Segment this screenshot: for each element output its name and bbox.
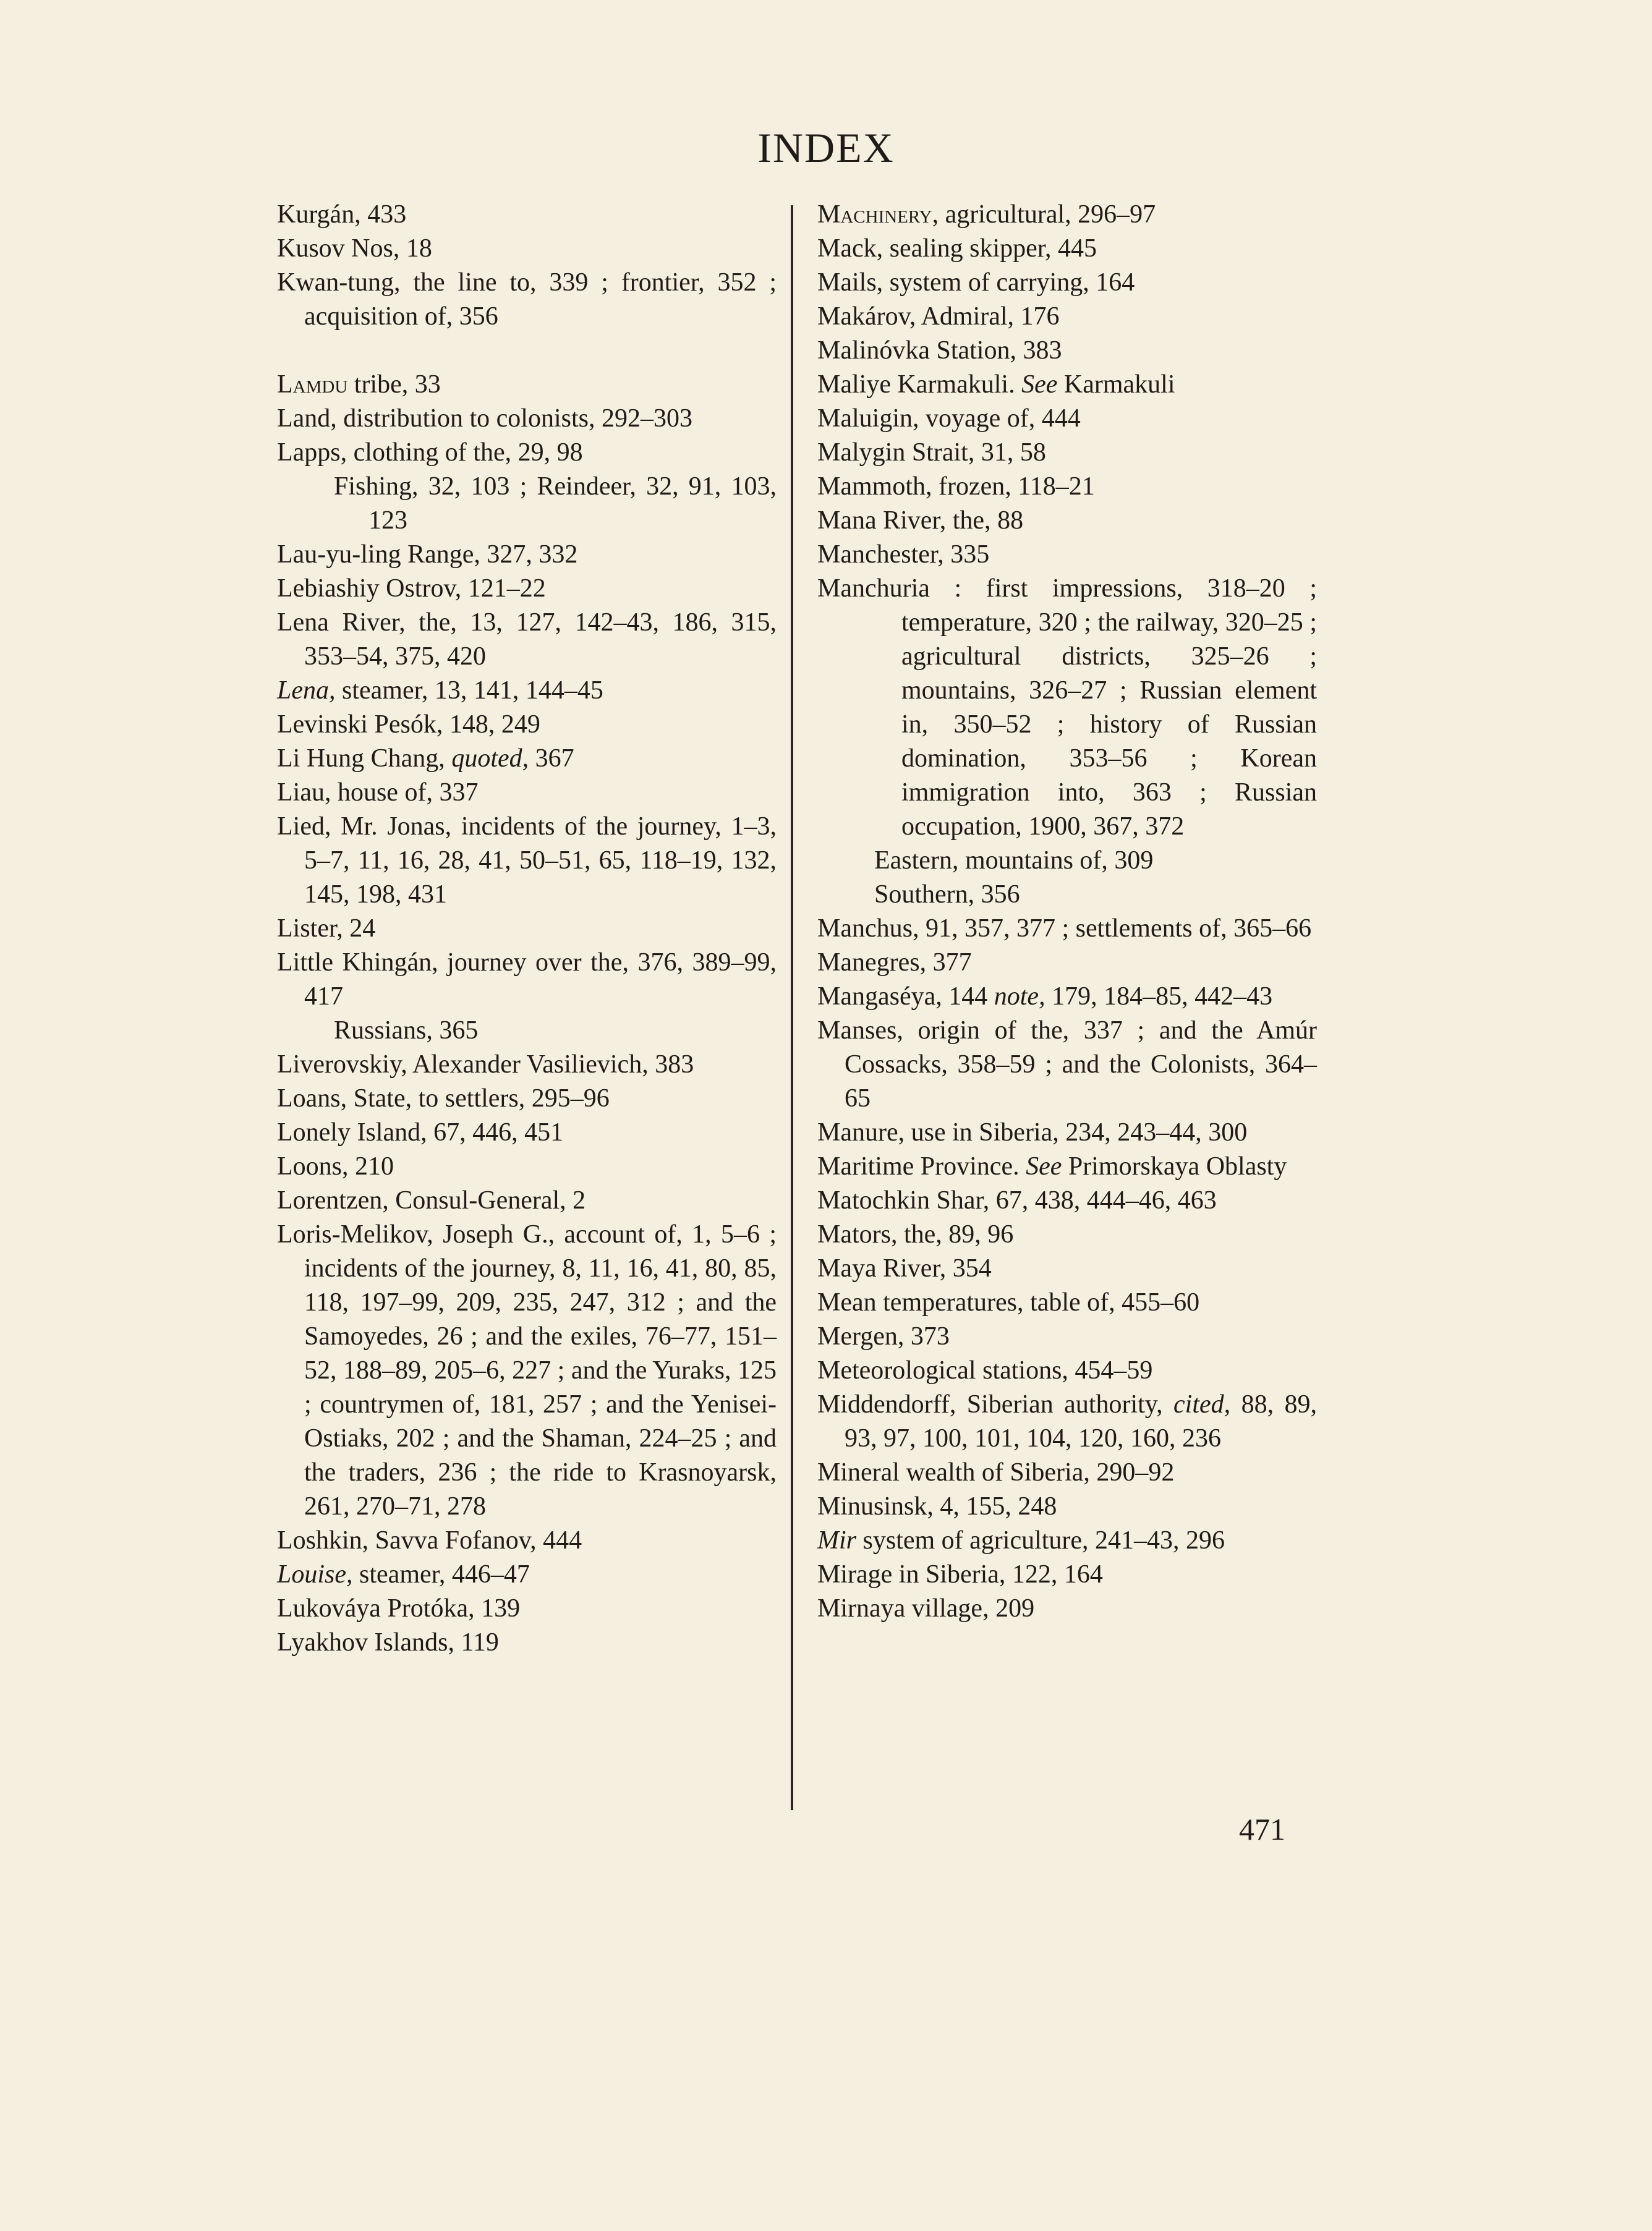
index-entry (817, 1252, 1317, 1286)
entry-text: Lied, Mr. Jonas, incidents of the journey, 1–3, 5–7, 11, 16, 28, 41, 50–51, 65, 118–19, 132, 145, 198, 431 (277, 812, 777, 909)
entry-italic: Lena, (277, 676, 336, 705)
entry-italic: quoted, (451, 744, 529, 773)
entry-text: Southern, 356 (874, 880, 1020, 909)
entry-text: Matochkin Shar, 67, 438, 444–46, 463 (817, 1186, 1217, 1215)
entry-text: Maya River, 354 (817, 1254, 992, 1283)
entry-text: Mack, sealing skipper, 445 (817, 234, 1097, 263)
entry-text: Primorskaya Oblasty (1062, 1152, 1287, 1181)
index-entry (817, 1388, 1317, 1456)
entry-text: Minusinsk, 4, 155, 248 (817, 1492, 1057, 1521)
entry-text: Loshkin, Savva Fofanov, 444 (277, 1526, 582, 1555)
entry-text: Mana River, the, 88 (817, 506, 1024, 535)
index-entry (817, 1218, 1317, 1252)
entry-text: Lena River, the, 13, 127, 142–43, 186, 315, 353–54, 375, 420 (277, 608, 777, 671)
index-entry (277, 368, 777, 402)
index-entry (277, 266, 777, 334)
entry-text: Malygin Strait, 31, 58 (817, 438, 1046, 467)
index-entry (277, 912, 777, 946)
entry-text: Fishing, 32, 103 ; Reindeer, 32, 91, 103, 123 (334, 472, 777, 535)
index-entry (817, 844, 1317, 878)
entry-text: Maluigin, voyage of, 444 (817, 404, 1081, 433)
entry-text: Manchester, 335 (817, 540, 990, 569)
entry-text: Manses, origin of the, 337 ; and the Amúr Cossacks, 358–59 ; and the Colonists, 364–65 (817, 1016, 1317, 1113)
index-entry (277, 470, 777, 538)
index-entry (817, 946, 1317, 980)
entry-text: Lapps, clothing of the, 29, 98 (277, 438, 583, 467)
index-entry (277, 1048, 777, 1082)
entry-italic: cited, (1173, 1390, 1231, 1419)
entry-text: Kwan-tung, the line to, 339 ; frontier, 352 ; acquisition of, 356 (277, 268, 777, 331)
index-entry (817, 1592, 1317, 1626)
index-entry (817, 538, 1317, 572)
entry-text: 88, 89, 93, 97, 100, 101, 104, 120, 160, 236 (845, 1390, 1317, 1453)
index-entry (817, 198, 1317, 232)
index-entry (277, 1014, 777, 1048)
index-entry (817, 232, 1317, 266)
entry-text: Kusov Nos, 18 (277, 234, 432, 263)
index-entry (277, 1626, 777, 1660)
entry-text: Loris-Melikov, Joseph G., account of, 1, 5–6 ; incidents of the journey, 8, 11, 16, 41, 80, 85, 118, 197–99, 209, 235, 247, 312 ; and the Samoyedes, 26 ; and the exiles, 76–77, 151–52, 188–89, 205–6, 227 ; and the Yuraks, 125 ; countrymen of, 181, 257 ; and the Yenisei-Ostiaks, 202 ; and the Shaman, 224–25 ; and the traders, 236 ; the ride to Krasnoyarsk, 261, 270–71, 278 (277, 1220, 777, 1521)
entry-text: Mineral wealth of Siberia, 290–92 (817, 1458, 1175, 1487)
index-entry (277, 606, 777, 674)
entry-text: Eastern, mountains of, 309 (874, 846, 1154, 875)
index-entry (817, 572, 1317, 844)
index-entry (817, 504, 1317, 538)
entry-text: system of agriculture, 241–43, 296 (856, 1526, 1225, 1555)
entry-text: Mean temperatures, table of, 455–60 (817, 1288, 1200, 1317)
entry-text: Mangaséya, 144 (817, 982, 994, 1011)
index-entry (817, 1320, 1317, 1354)
entry-text: Maliye Karmakuli. (817, 370, 1022, 399)
index-entry (817, 402, 1317, 436)
entry-text: Lebiashiy Ostrov, 121–22 (277, 574, 546, 603)
index-entry (817, 1558, 1317, 1592)
entry-text: Liverovskiy, Alexander Vasilievich, 383 (277, 1050, 694, 1079)
entry-text: Mirage in Siberia, 122, 164 (817, 1560, 1103, 1589)
index-entry (817, 912, 1317, 946)
index-entry (817, 1456, 1317, 1490)
index-entry (277, 1116, 777, 1150)
entry-text: Karmakuli (1057, 370, 1175, 399)
entry-text: tribe, 33 (347, 370, 441, 399)
entry-text: Manchus, 91, 357, 377 ; settlements of, 365–66 (817, 914, 1312, 943)
entry-text: Land, distribution to colonists, 292–303 (277, 404, 692, 433)
entry-text: Lonely Island, 67, 446, 451 (277, 1118, 564, 1147)
index-entry (277, 402, 777, 436)
index-column-right (817, 198, 1317, 1626)
page-title: INDEX (757, 124, 895, 171)
index-entry (817, 1524, 1317, 1558)
index-entry (817, 1150, 1317, 1184)
entry-text: Lau-yu-ling Range, 327, 332 (277, 540, 578, 569)
entry-text: Li Hung Chang, (277, 744, 452, 773)
entry-text: Loans, State, to settlers, 295–96 (277, 1084, 610, 1113)
index-entry (277, 232, 777, 266)
entry-text: Lorentzen, Consul-General, 2 (277, 1186, 586, 1215)
index-entry (817, 1184, 1317, 1218)
index-entry (817, 1116, 1317, 1150)
entry-text: Lukováya Protóka, 139 (277, 1594, 521, 1623)
entry-italic: Louise, (277, 1560, 353, 1589)
index-entry (817, 436, 1317, 470)
index-entry (817, 1490, 1317, 1524)
entry-text: Manchuria : first impressions, 318–20 ; temperature, 320 ; the railway, 320–25 ; agricultural districts, 325–26 ; mountains, 326–27 ; Russian element in, 350–52 ; history of Russian domination, 353–56 ; Korean immigration into, 363 ; Russian occupation, 1900, 367, 372 (817, 574, 1317, 841)
index-entry (277, 1150, 777, 1184)
index-entry (817, 300, 1317, 334)
entry-text: Middendorff, Siberian authority, (817, 1390, 1174, 1419)
entry-text: Manure, use in Siberia, 234, 243–44, 300 (817, 1118, 1248, 1147)
entry-text: Mergen, 373 (817, 1322, 950, 1351)
index-entry (277, 1218, 777, 1524)
index-entry (817, 1354, 1317, 1388)
index-entry (817, 1014, 1317, 1116)
index-entry (277, 708, 777, 742)
index-entry (277, 1558, 777, 1592)
index-entry (277, 946, 777, 1014)
index-entry (817, 334, 1317, 368)
index-entry (817, 470, 1317, 504)
entry-text: steamer, 446–47 (352, 1560, 530, 1589)
index-entry (817, 980, 1317, 1014)
index-entry (817, 368, 1317, 402)
entry-text: Malinóvka Station, 383 (817, 336, 1062, 365)
entry-text: Lister, 24 (277, 914, 376, 943)
entry-text: , agricultural, 296–97 (932, 200, 1156, 229)
entry-text: steamer, 13, 141, 144–45 (335, 676, 603, 705)
index-entry (817, 878, 1317, 912)
index-entry (277, 742, 777, 776)
entry-text: Mails, system of carrying, 164 (817, 268, 1135, 297)
entry-text: Lyakhov Islands, 119 (277, 1628, 499, 1657)
index-entry (277, 776, 777, 810)
entry-text: Mators, the, 89, 96 (817, 1220, 1014, 1249)
entry-italic: See (1026, 1152, 1062, 1181)
entry-italic: note, (994, 982, 1045, 1011)
index-entry (277, 1082, 777, 1116)
entry-text: Mirnaya village, 209 (817, 1594, 1035, 1623)
page-number: 471 (1239, 1812, 1285, 1846)
index-entry (277, 436, 777, 470)
index-entry (277, 198, 777, 232)
index-entry (277, 1524, 777, 1558)
index-entry (817, 1286, 1317, 1320)
entry-lead: Lamdu (277, 370, 348, 399)
entry-text: Mammoth, frozen, 118–21 (817, 472, 1095, 501)
index-entry (277, 1184, 777, 1218)
entry-text: Loons, 210 (277, 1152, 394, 1181)
entry-text: Russians, 365 (334, 1016, 479, 1045)
entry-text: 179, 184–85, 442–43 (1045, 982, 1273, 1011)
entry-text: Makárov, Admiral, 176 (817, 302, 1060, 331)
entry-text: Kurgán, 433 (277, 200, 407, 229)
entry-lead: Machinery (817, 200, 932, 229)
entry-text: Liau, house of, 337 (277, 778, 479, 807)
entry-text: Meteorological stations, 454–59 (817, 1356, 1153, 1385)
entry-text: Maritime Province. (817, 1152, 1026, 1181)
entry-text: Levinski Pesók, 148, 249 (277, 710, 540, 739)
index-entry (817, 266, 1317, 300)
index-entry (277, 1592, 777, 1626)
entry-text: Manegres, 377 (817, 948, 972, 977)
column-divider (791, 205, 793, 1810)
index-entry (277, 538, 777, 572)
index-column-left (277, 198, 777, 1660)
entry-italic: See (1021, 370, 1058, 399)
index-entry (277, 810, 777, 912)
index-entry (277, 674, 777, 708)
entry-italic: Mir (817, 1526, 856, 1555)
entry-text: Little Khingán, journey over the, 376, 389–99, 417 (277, 948, 777, 1011)
index-entry (277, 572, 777, 606)
entry-text: 367 (529, 744, 574, 773)
